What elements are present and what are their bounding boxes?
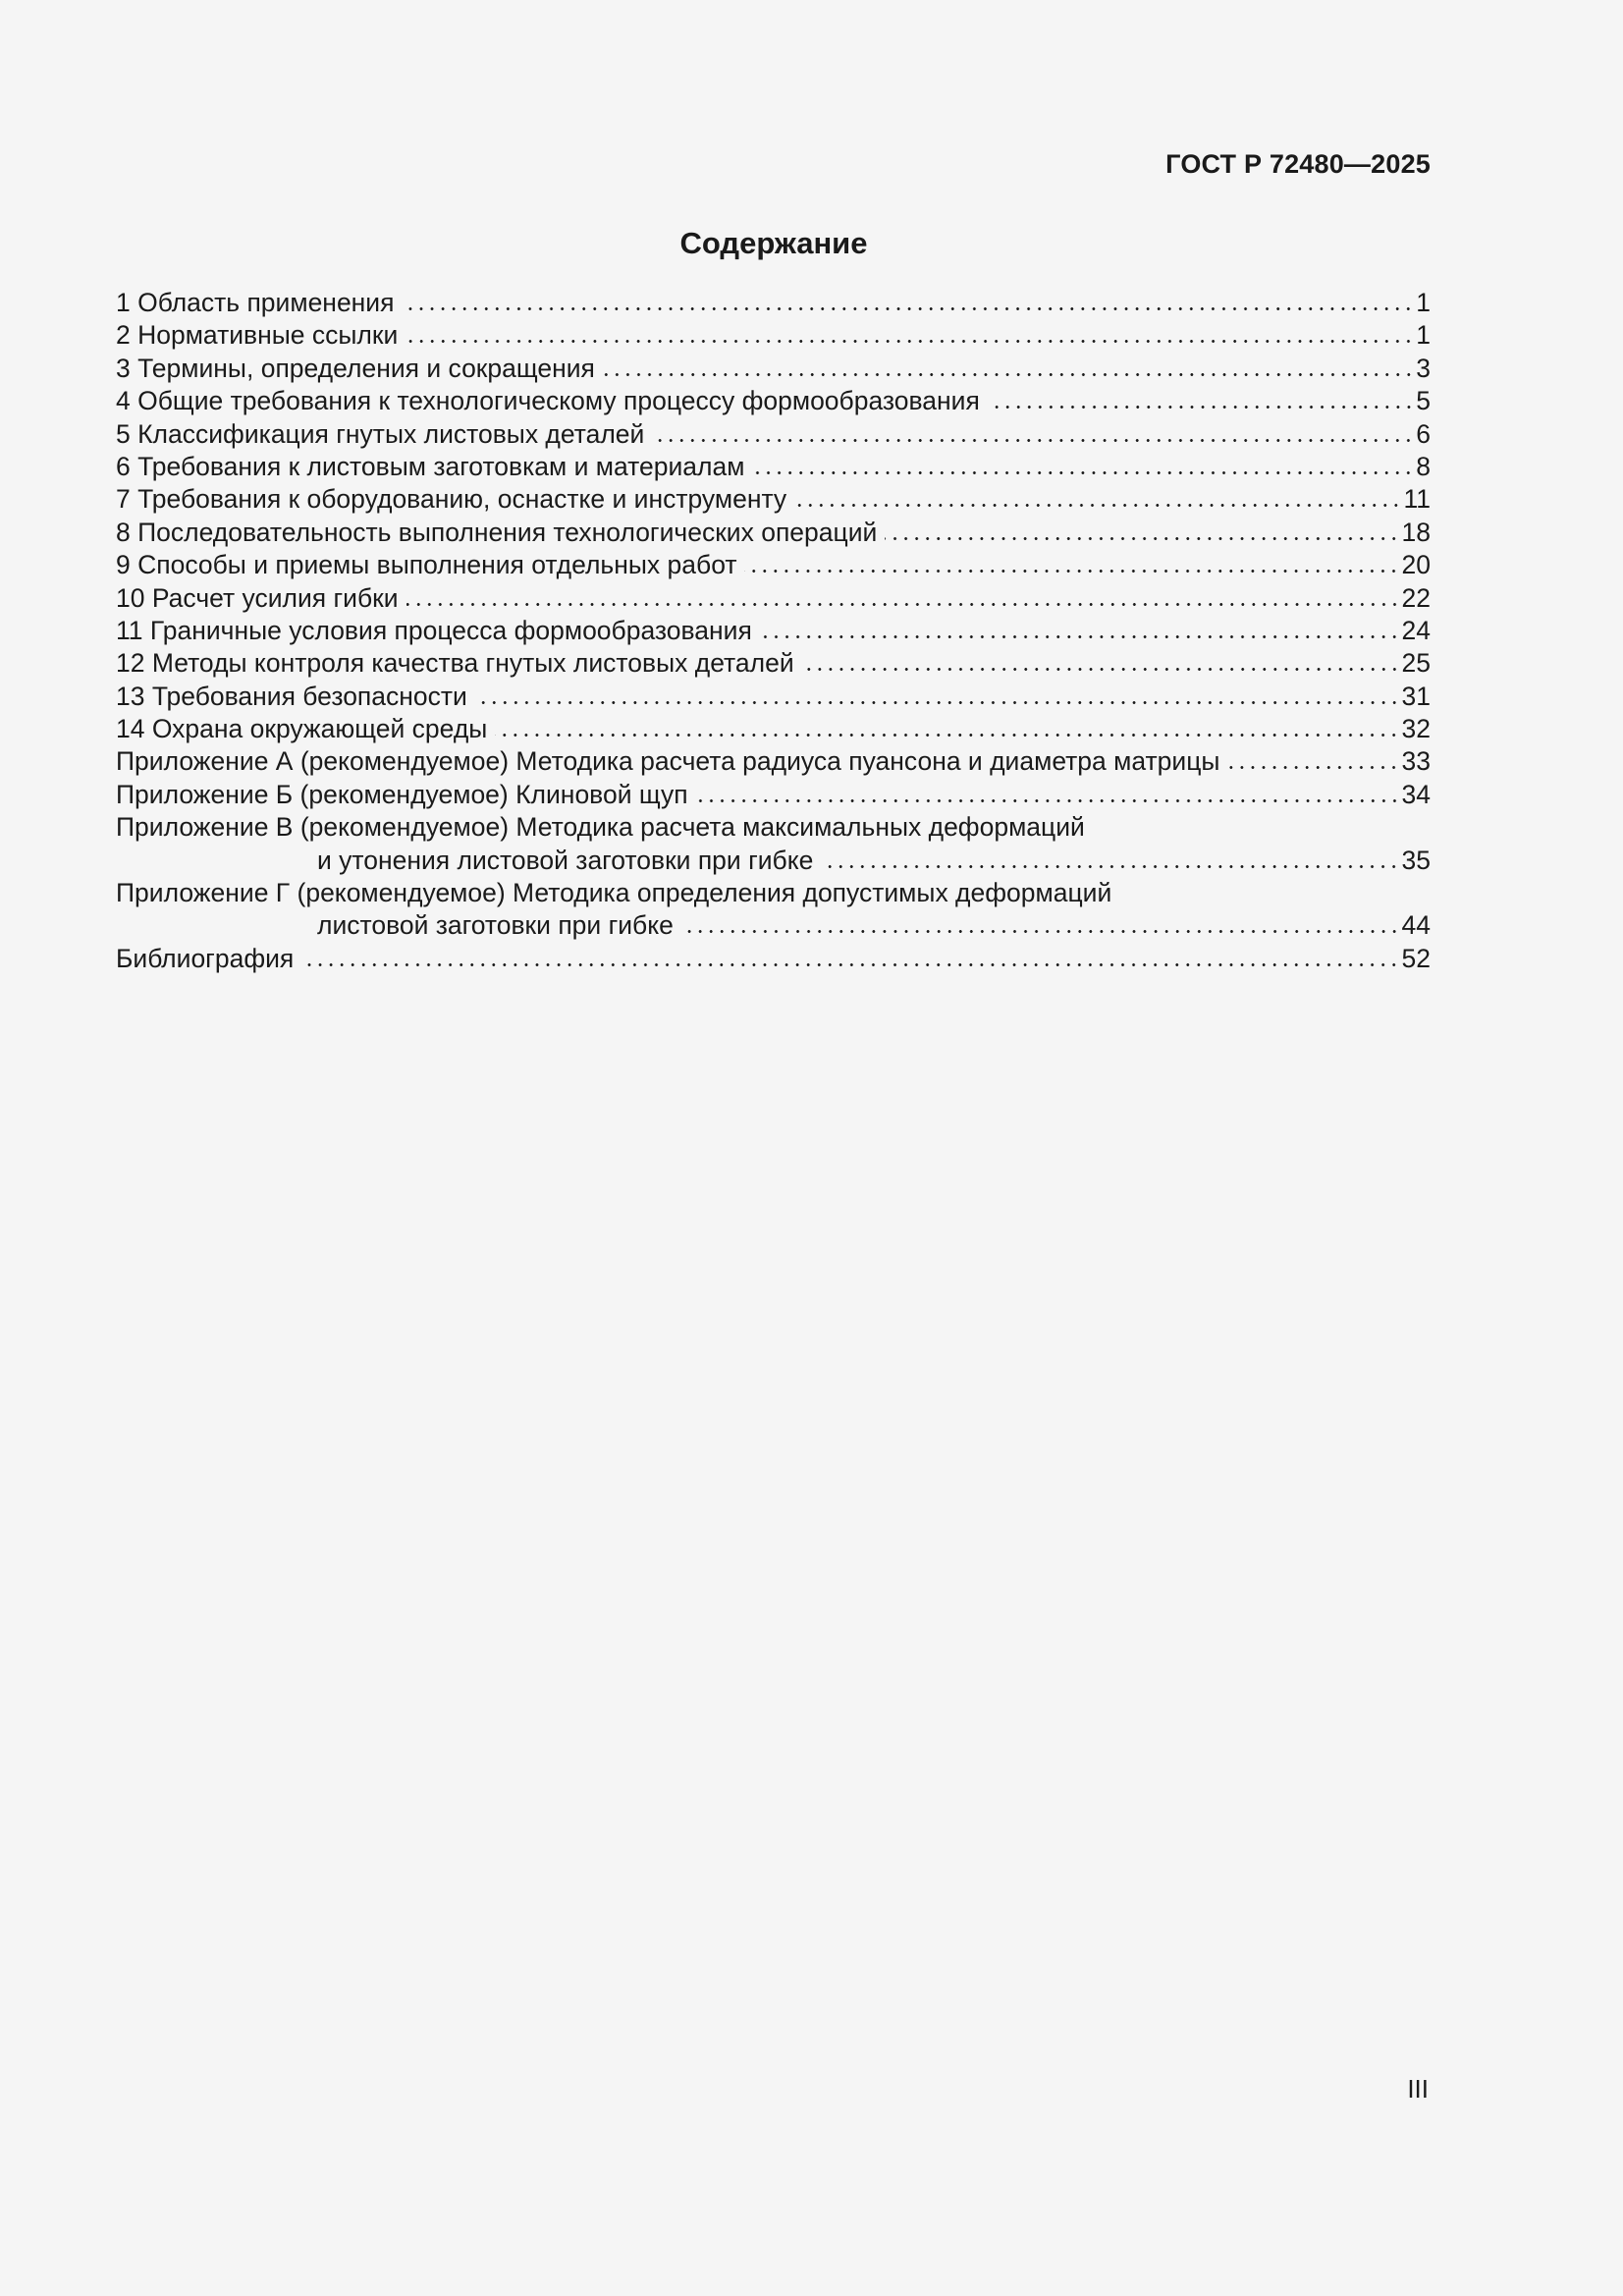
dot-leader: [681, 930, 1400, 933]
toc-page-number: 24: [1401, 615, 1431, 645]
toc-entry-line: [116, 353, 1431, 385]
dot-leader: [301, 963, 1399, 966]
document-code: ГОСТ Р 72480—2025: [1165, 149, 1431, 179]
toc-entry-text: 1 Область применения: [116, 288, 395, 317]
toc-entry[interactable]: [116, 287, 1431, 319]
toc-page-number: 52: [1401, 943, 1431, 973]
toc-entry[interactable]: [116, 647, 1431, 680]
toc-entry-text: и утонения листовой заготовки при гибке: [317, 845, 814, 875]
dot-leader: [406, 340, 1414, 343]
toc-entry[interactable]: [116, 779, 1431, 811]
toc-entry-line-first: [116, 877, 1431, 909]
dot-leader: [1227, 766, 1399, 769]
toc-entry-text: Библиография: [116, 943, 295, 973]
toc-entry-line: [116, 779, 1431, 811]
toc-page-number: 25: [1401, 648, 1431, 679]
toc-page-number: 33: [1401, 746, 1431, 777]
toc-title: Содержание: [679, 226, 868, 260]
toc-entry-text: 8 Последовательность выполнения технологических операций: [116, 517, 878, 547]
toc-entry[interactable]: [116, 451, 1431, 483]
toc-page-number: 32: [1401, 714, 1431, 744]
toc-entry[interactable]: [116, 483, 1431, 516]
toc-page-number: 11: [1403, 484, 1431, 515]
toc-entry-text: Приложение В (рекомендуемое) Методика расчета максимальных деформаций: [116, 812, 1085, 843]
toc-entry-line: [116, 713, 1431, 745]
toc-entry-text: листовой заготовки при гибке: [317, 910, 674, 941]
toc-entry[interactable]: [116, 811, 1431, 877]
toc-page-number: 6: [1416, 418, 1431, 449]
toc-entry-line: [116, 909, 1431, 942]
toc-entry-text: 7 Требования к оборудованию, оснастке и инструменту: [116, 484, 787, 515]
dot-leader: [696, 799, 1400, 802]
toc-entry-text: Приложение Г (рекомендуемое) Методика определения допустимых деформаций: [116, 878, 1112, 908]
toc-entry[interactable]: [116, 713, 1431, 745]
toc-entry[interactable]: [116, 353, 1431, 385]
toc-entry-line: [116, 745, 1431, 778]
toc-page-number: 44: [1401, 910, 1431, 941]
toc-entry-line-first: [116, 811, 1431, 844]
toc-entry-line: [116, 451, 1431, 483]
toc-entry-line: [116, 418, 1431, 451]
page-number: III: [1407, 2074, 1429, 2104]
dot-leader: [794, 504, 1401, 507]
toc-entry-text: Приложение А (рекомендуемое) Методика расчета радиуса пуансона и диаметра матрицы: [116, 746, 1220, 777]
toc-entry-line: [116, 385, 1431, 417]
toc-entry-line: [116, 483, 1431, 516]
toc-page-number: 5: [1416, 386, 1431, 416]
toc-entry-line: [116, 517, 1431, 549]
toc-page-number: 1: [1416, 288, 1431, 317]
toc-entry-line: [116, 319, 1431, 352]
toc-entry[interactable]: [116, 745, 1431, 778]
toc-entry[interactable]: [116, 877, 1431, 943]
dot-leader: [744, 570, 1399, 573]
toc-entry[interactable]: [116, 681, 1431, 713]
toc-entry-line: [116, 845, 1431, 877]
dot-leader: [760, 635, 1400, 638]
toc-entry-text: Приложение Б (рекомендуемое) Клиновой щуп: [116, 779, 688, 809]
toc-page-number: 8: [1416, 451, 1431, 481]
toc-page-number: 22: [1401, 582, 1431, 613]
toc-entry-line: [116, 582, 1431, 615]
toc-entry-line: [116, 943, 1431, 975]
toc-page-number: 35: [1401, 845, 1431, 875]
toc-entry-text: 5 Классификация гнутых листовых деталей: [116, 418, 645, 449]
toc-entry-text: 3 Термины, определения и сокращения: [116, 353, 595, 383]
toc-entry[interactable]: [116, 319, 1431, 352]
toc-entry-line: [116, 615, 1431, 647]
toc-page-number: 34: [1401, 779, 1431, 809]
toc-entry[interactable]: [116, 385, 1431, 417]
toc-entry-text: 11 Граничные условия процесса формообразования: [116, 615, 752, 645]
toc-page-number: 3: [1416, 353, 1431, 383]
toc-entry-line: [116, 287, 1431, 319]
dot-leader: [988, 406, 1414, 409]
toc-entry[interactable]: [116, 582, 1431, 615]
toc-entry-line: [116, 549, 1431, 581]
dot-leader: [603, 373, 1414, 376]
toc-entry[interactable]: [116, 615, 1431, 647]
toc-entry-text: 13 Требования безопасности: [116, 681, 467, 711]
toc-entry-line: [116, 647, 1431, 680]
toc-page-number: 1: [1416, 320, 1431, 351]
toc-entry-text: 10 Расчет усилия гибки: [116, 582, 399, 613]
dot-leader: [406, 603, 1400, 606]
toc-entry-text: 6 Требования к листовым заготовкам и материалам: [116, 451, 745, 481]
toc-entry-line: [116, 681, 1431, 713]
toc-entry[interactable]: [116, 517, 1431, 549]
toc-entry[interactable]: [116, 418, 1431, 451]
dot-leader: [885, 537, 1399, 540]
dot-leader: [802, 668, 1400, 671]
toc-page-number: 31: [1401, 681, 1431, 711]
dot-leader: [475, 701, 1400, 704]
dot-leader: [752, 471, 1414, 474]
dot-leader: [652, 439, 1414, 442]
dot-leader: [821, 865, 1399, 868]
dot-leader: [402, 307, 1414, 310]
table-of-contents: [116, 287, 1431, 975]
toc-page-number: 20: [1401, 550, 1431, 580]
toc-entry[interactable]: [116, 549, 1431, 581]
toc-entry-text: 4 Общие требования к технологическому процессу формообразования: [116, 386, 980, 416]
toc-page-number: 18: [1401, 517, 1431, 547]
toc-entry-text: 12 Методы контроля качества гнутых листовых деталей: [116, 648, 794, 679]
dot-leader: [495, 734, 1399, 737]
toc-entry-text: 2 Нормативные ссылки: [116, 320, 399, 351]
toc-entry-text: 9 Способы и приемы выполнения отдельных работ: [116, 550, 737, 580]
toc-entry[interactable]: [116, 943, 1431, 975]
toc-entry-text: 14 Охрана окружающей среды: [116, 714, 488, 744]
